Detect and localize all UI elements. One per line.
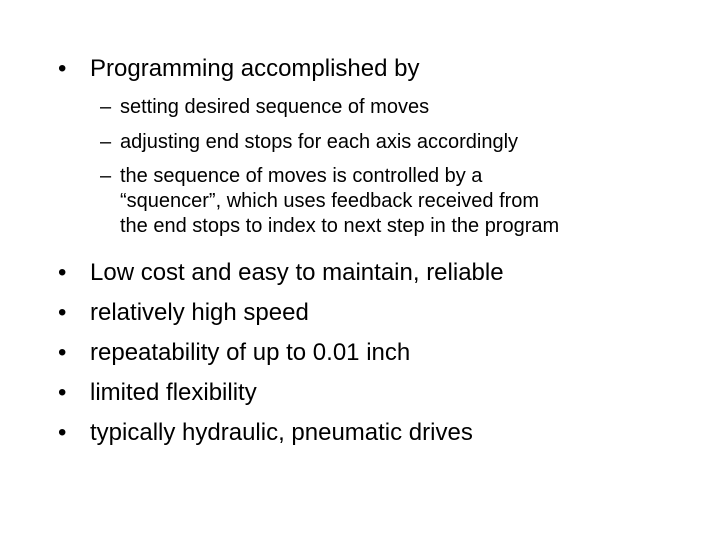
bullet-dot: • xyxy=(58,299,67,326)
sub-bullet-text xyxy=(120,164,665,239)
bullet-dot: • xyxy=(58,339,67,366)
bullet-item xyxy=(58,339,410,367)
bullet-item xyxy=(58,299,309,327)
sub-bullet-text xyxy=(120,130,665,155)
sub-bullet-dash: – xyxy=(100,165,112,187)
bullet-dot: • xyxy=(58,379,67,406)
bullet-item xyxy=(58,379,257,407)
bullet-text: typically hydraulic, pneumatic drives xyxy=(90,419,473,446)
bullet-dot: • xyxy=(58,55,67,82)
sub-bullet-dash: – xyxy=(100,131,112,153)
sub-bullet-line: the end stops to index to next step in the program xyxy=(120,215,560,237)
sub-bullet-line: the sequence of moves is controlled by a xyxy=(120,165,483,187)
sub-bullet-line: adjusting end stops for each axis accordingly xyxy=(120,131,519,153)
bullet-dot: • xyxy=(58,259,67,286)
bullet-text: Low cost and easy to maintain, reliable xyxy=(90,259,504,286)
bullet-text: repeatability of up to 0.01 inch xyxy=(90,339,411,366)
bullet-item xyxy=(58,419,473,447)
sub-bullet xyxy=(100,164,665,239)
main-bullet-text: Programming accomplished by xyxy=(90,55,420,82)
sub-bullet-text xyxy=(120,95,665,120)
bullet-item xyxy=(58,259,504,287)
sub-bullet-line: “squencer”, which uses feedback received from xyxy=(120,190,540,212)
sub-bullet-line: setting desired sequence of moves xyxy=(120,96,430,118)
bullet-text: limited flexibility xyxy=(90,379,257,406)
bullet-text: relatively high speed xyxy=(90,299,309,326)
main-bullet xyxy=(58,55,419,83)
sub-bullet xyxy=(100,95,665,120)
sub-bullet-dash: – xyxy=(100,96,112,118)
sub-bullet xyxy=(100,130,665,155)
bullet-dot: • xyxy=(58,419,67,446)
